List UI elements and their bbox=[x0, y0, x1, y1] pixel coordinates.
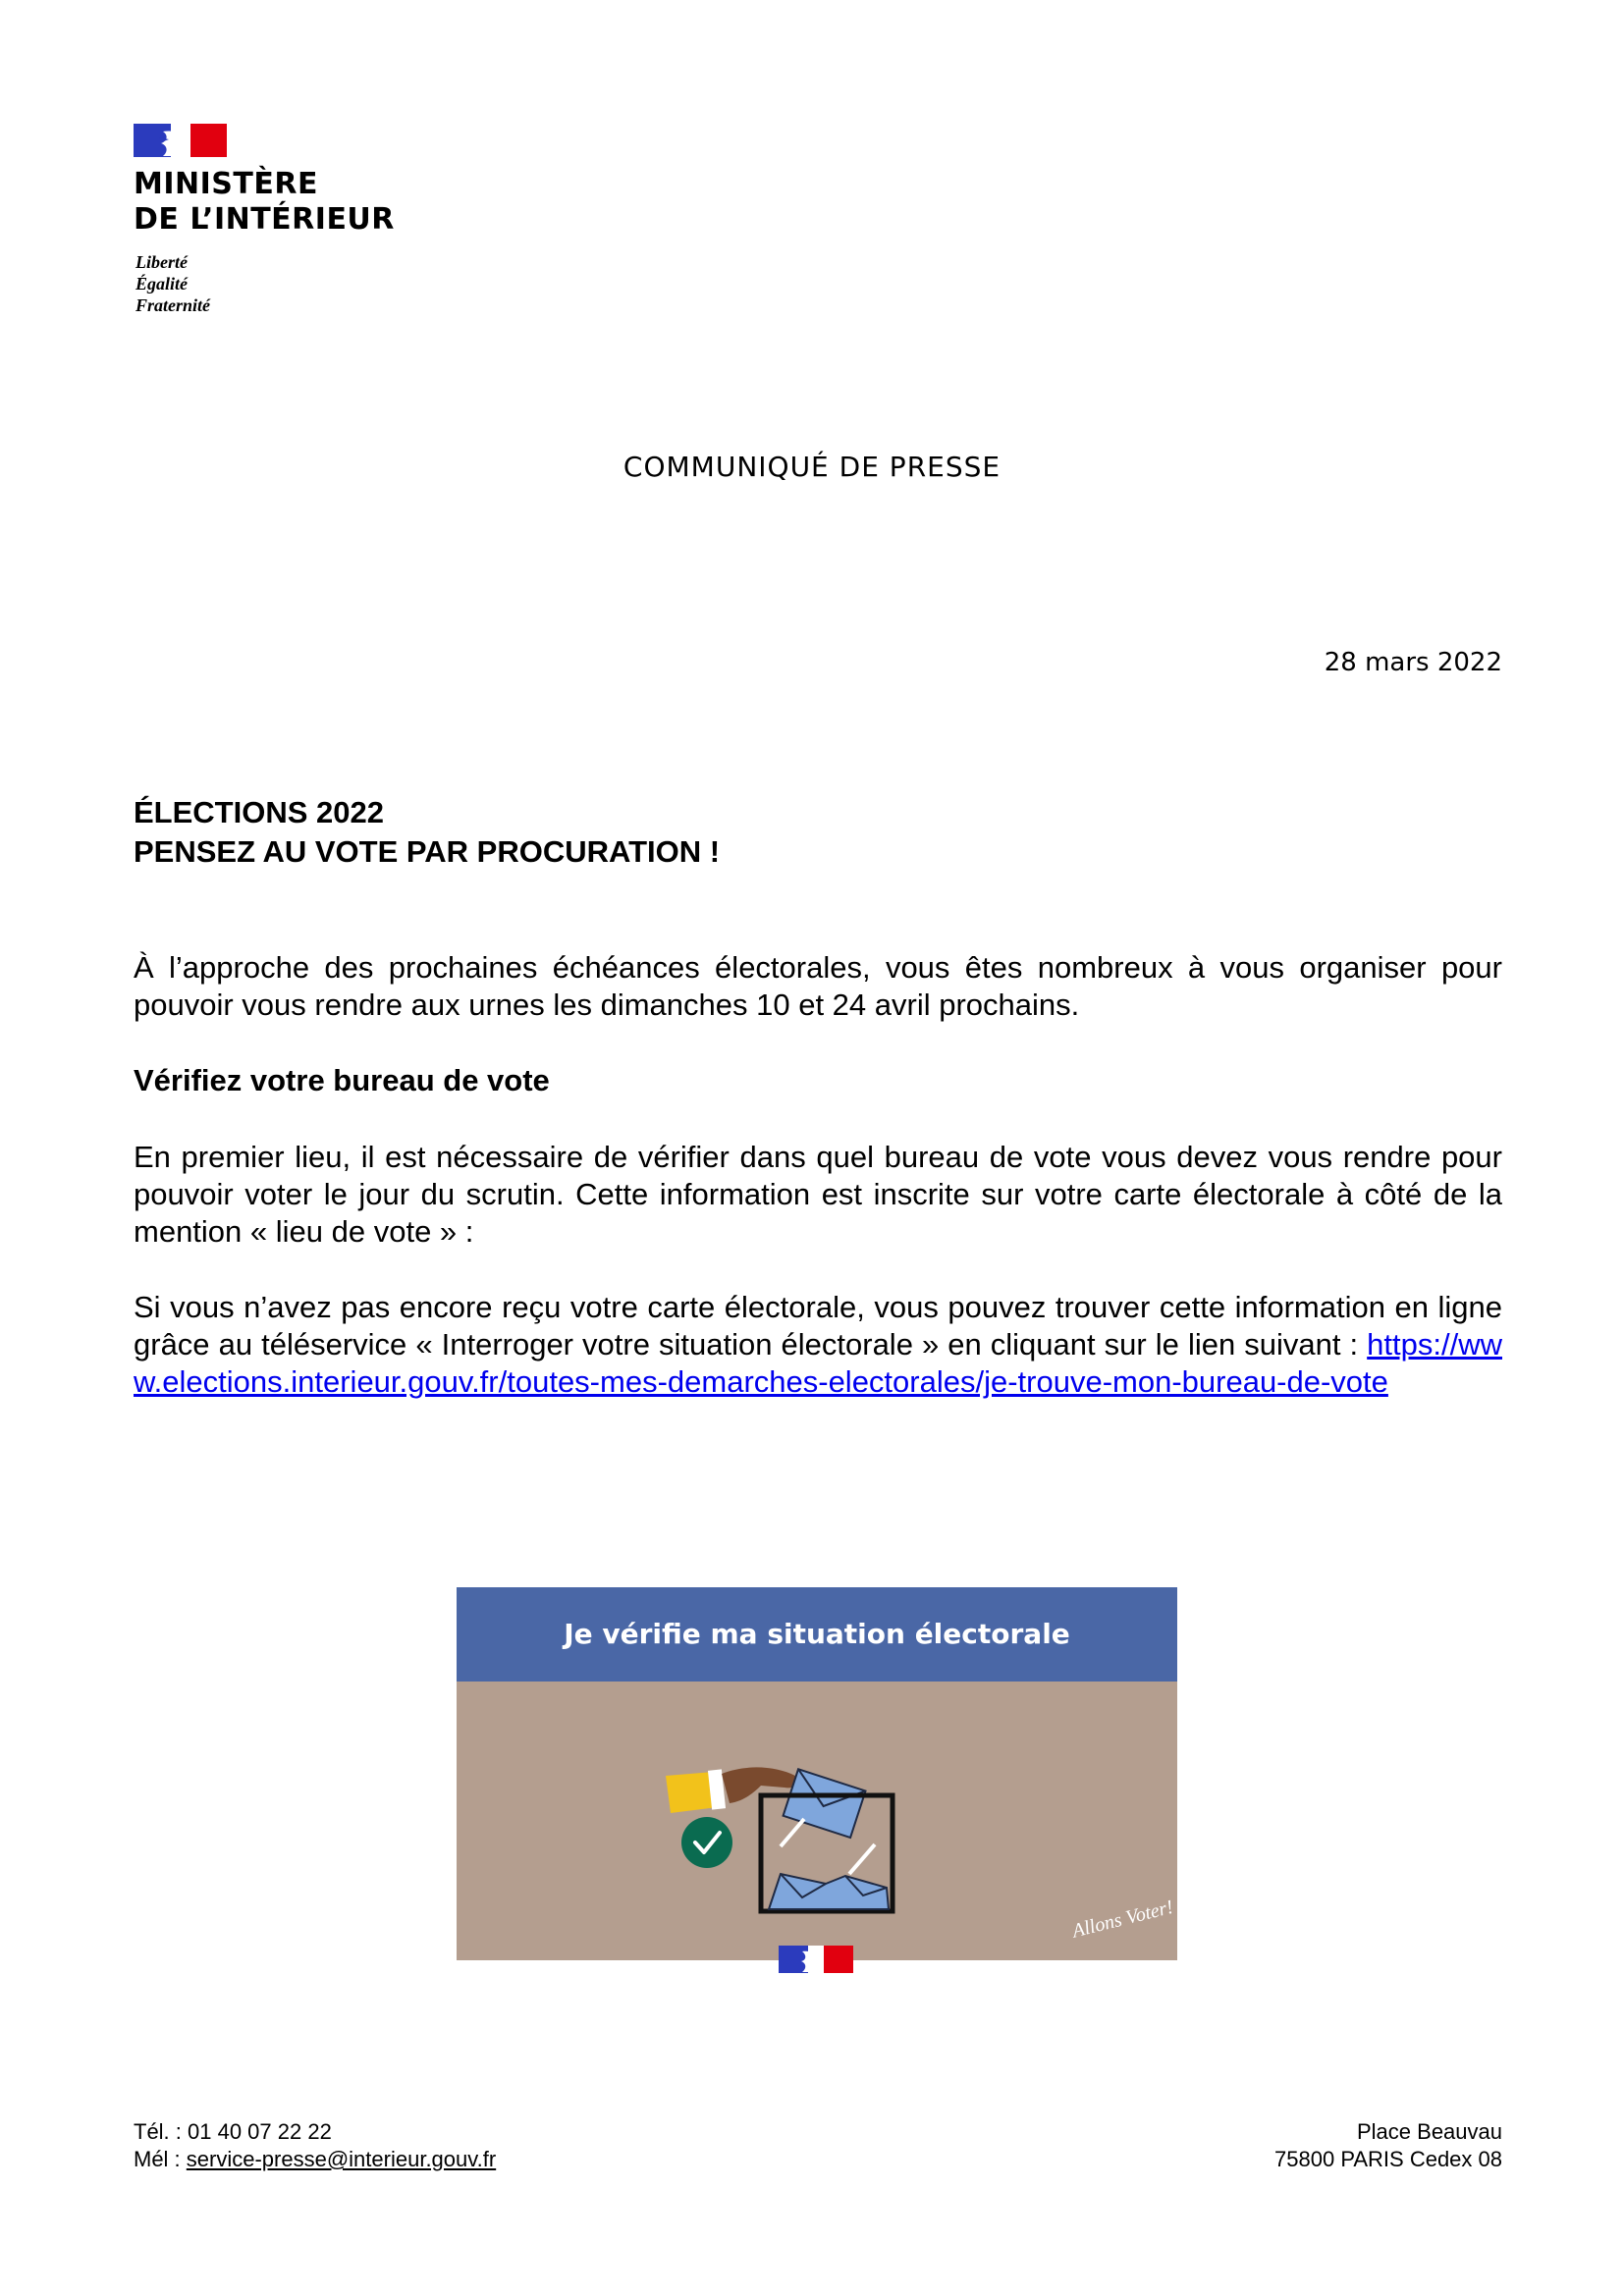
footer-address-line1: Place Beauvau bbox=[1357, 2119, 1502, 2144]
footer-address bbox=[1274, 2118, 1502, 2173]
title-line2: PENSEZ AU VOTE PAR PROCURATION ! bbox=[134, 834, 721, 869]
footer-email-link[interactable]: service-presse@interieur.gouv.fr bbox=[186, 2147, 497, 2171]
section-subheading: Vérifiez votre bureau de vote bbox=[134, 1063, 550, 1097]
ballot-box-illustration bbox=[457, 1682, 1177, 1960]
illustration-header: Je vérifie ma situation électorale bbox=[457, 1587, 1177, 1682]
press-release-title bbox=[134, 793, 720, 872]
motto-egalite: Égalité bbox=[135, 274, 188, 294]
republic-motto bbox=[135, 251, 210, 316]
title-line1: ÉLECTIONS 2022 bbox=[134, 795, 384, 829]
illustration-card bbox=[457, 1587, 1177, 1960]
check-icon bbox=[681, 1817, 732, 1868]
french-flag-icon bbox=[779, 1946, 853, 1973]
bureau-de-vote-link[interactable]: https://www.elections.interieur.gouv.fr/toutes-mes-demarches-electorales/je-trouve-mon-bureau-de-vote bbox=[134, 1327, 1502, 1399]
footer-address-line2: 75800 PARIS Cedex 08 bbox=[1274, 2147, 1502, 2171]
allons-voter-signature: Allons Voter! bbox=[1069, 1896, 1176, 1943]
footer-contact bbox=[134, 2118, 496, 2173]
ministry-name bbox=[134, 167, 395, 238]
footer-telephone: Tél. : 01 40 07 22 22 bbox=[134, 2119, 332, 2144]
online-service-paragraph bbox=[134, 1289, 1502, 1401]
motto-fraternite: Fraternité bbox=[135, 295, 211, 315]
publication-date: 28 mars 2022 bbox=[1324, 648, 1502, 677]
marianne-flag-icon bbox=[134, 124, 227, 157]
document-type-label: COMMUNIQUÉ DE PRESSE bbox=[623, 451, 1001, 483]
footer-email-line bbox=[134, 2146, 496, 2173]
motto-liberte: Liberté bbox=[135, 252, 188, 272]
footer-email-label: Mél : bbox=[134, 2147, 187, 2171]
ministry-name-line2: DE L’INTÉRIEUR bbox=[134, 202, 395, 237]
online-service-text: Si vous n’avez pas encore reçu votre carte électorale, vous pouvez trouver cette information en ligne grâce au téléservice « Interroger votre situation électorale » en cliquant sur le lien suivant : bbox=[134, 1290, 1502, 1362]
ministry-name-line1: MINISTÈRE bbox=[134, 167, 318, 201]
intro-paragraph: À l’approche des prochaines échéances électorales, vous êtes nombreux à vous organiser pour pouvoir vous rendre aux urnes les dimanches 10 et 24 avril prochains. bbox=[134, 950, 1502, 1022]
verification-paragraph: En premier lieu, il est nécessaire de vérifier dans quel bureau de vote vous devez vous rendre pour pouvoir voter le jour du scrutin. Cette information est inscrite sur votre carte électorale à côté de la mention « lieu de vote » : bbox=[134, 1140, 1502, 1249]
